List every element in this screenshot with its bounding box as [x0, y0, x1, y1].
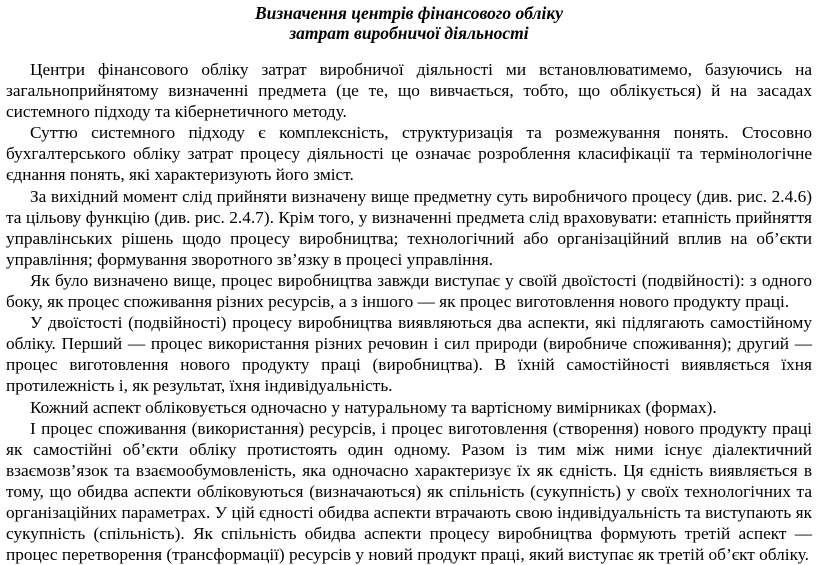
paragraph-1: Центри фінансового обліку затрат виробничої діяльності ми встановлюватимемо, базуючись на загальноприйнятому визначенні предмета (це те, що вивчається, тобто, що облікується) й на засадах системного підходу та кібернетичного методу.: [6, 60, 812, 122]
document-title: [6, 0, 812, 43]
body-text: [6, 59, 812, 565]
paragraph-6: Кожний аспект обліковується одночасно у натуральному та вартісному вимірниках (формах).: [30, 397, 717, 417]
title-line-1: Визначення центрів фінансового обліку: [255, 3, 563, 23]
title-line-2: затрат виробничої діяльності: [289, 23, 529, 43]
paragraph-5: У двоїстості (подвійності) процесу виробництва виявляються два аспекти, які підлягають самостійному обліку. Перший — процес використання різних речовин і сил природи (виробниче споживання); другий — процес виготовлення нового продукту праці (виробництва). В їхній самостійності виявляється їхня протилежність і, як результат, їхня індивідуальність.: [6, 313, 812, 396]
title-spacer: [6, 43, 812, 59]
paragraph-2: Суттю системного підходу є комплексність, структуризація та розмежування понять. Стосовно бухгалтерського обліку затрат процесу діяльності це означає розроблення класифікації та термінологічне єднання понять, які характеризують його зміст.: [6, 123, 812, 185]
paragraph-7: І процес споживання (використання) ресурсів, і процес виготовлення (створення) нового продукту праці як самостійні об’єкти обліку протистоять один одному. Разом із тим між ними існує діалектичний взаємозв’язок та взаємообумовленість, яка одночасно характеризує їх як єдність. Ця єдність виявляється в тому, що обидва аспекти обліковуються (визначаються) як спільність (сукупність) у своїх технологічних та організаційних параметрах. У цій єдності обидва аспекти втрачають свою індивідуальність та виступають як сукупність (спільність). Як спільність обидва аспекти процесу виробництва формують третій аспект — процес перетворення (трансформації) ресурсів у новий продукт праці, який виступає як третій об’єкт обліку.: [6, 418, 812, 565]
paragraph-3: За вихідний момент слід прийняти визначену вище предметну суть виробничого процесу (див. рис. 2.4.6) та цільову функцію (див. рис. 2.4.7). Крім того, у визначенні предмета слід враховувати: етапність прийняття управлінських рішень щодо процесу виробництва; технологічний або організаційний вплив на об’єкти управління; формування зворотного зв’язку в процесі управління.: [6, 186, 812, 269]
document-page: [6, 0, 812, 565]
paragraph-4: Як було визначено вище, процес виробництва завжди виступає у своїй двоїстості (подвійності): з одного боку, як процес споживання різних ресурсів, а з іншого — як процес виготовлення нового продукту праці.: [6, 270, 812, 312]
